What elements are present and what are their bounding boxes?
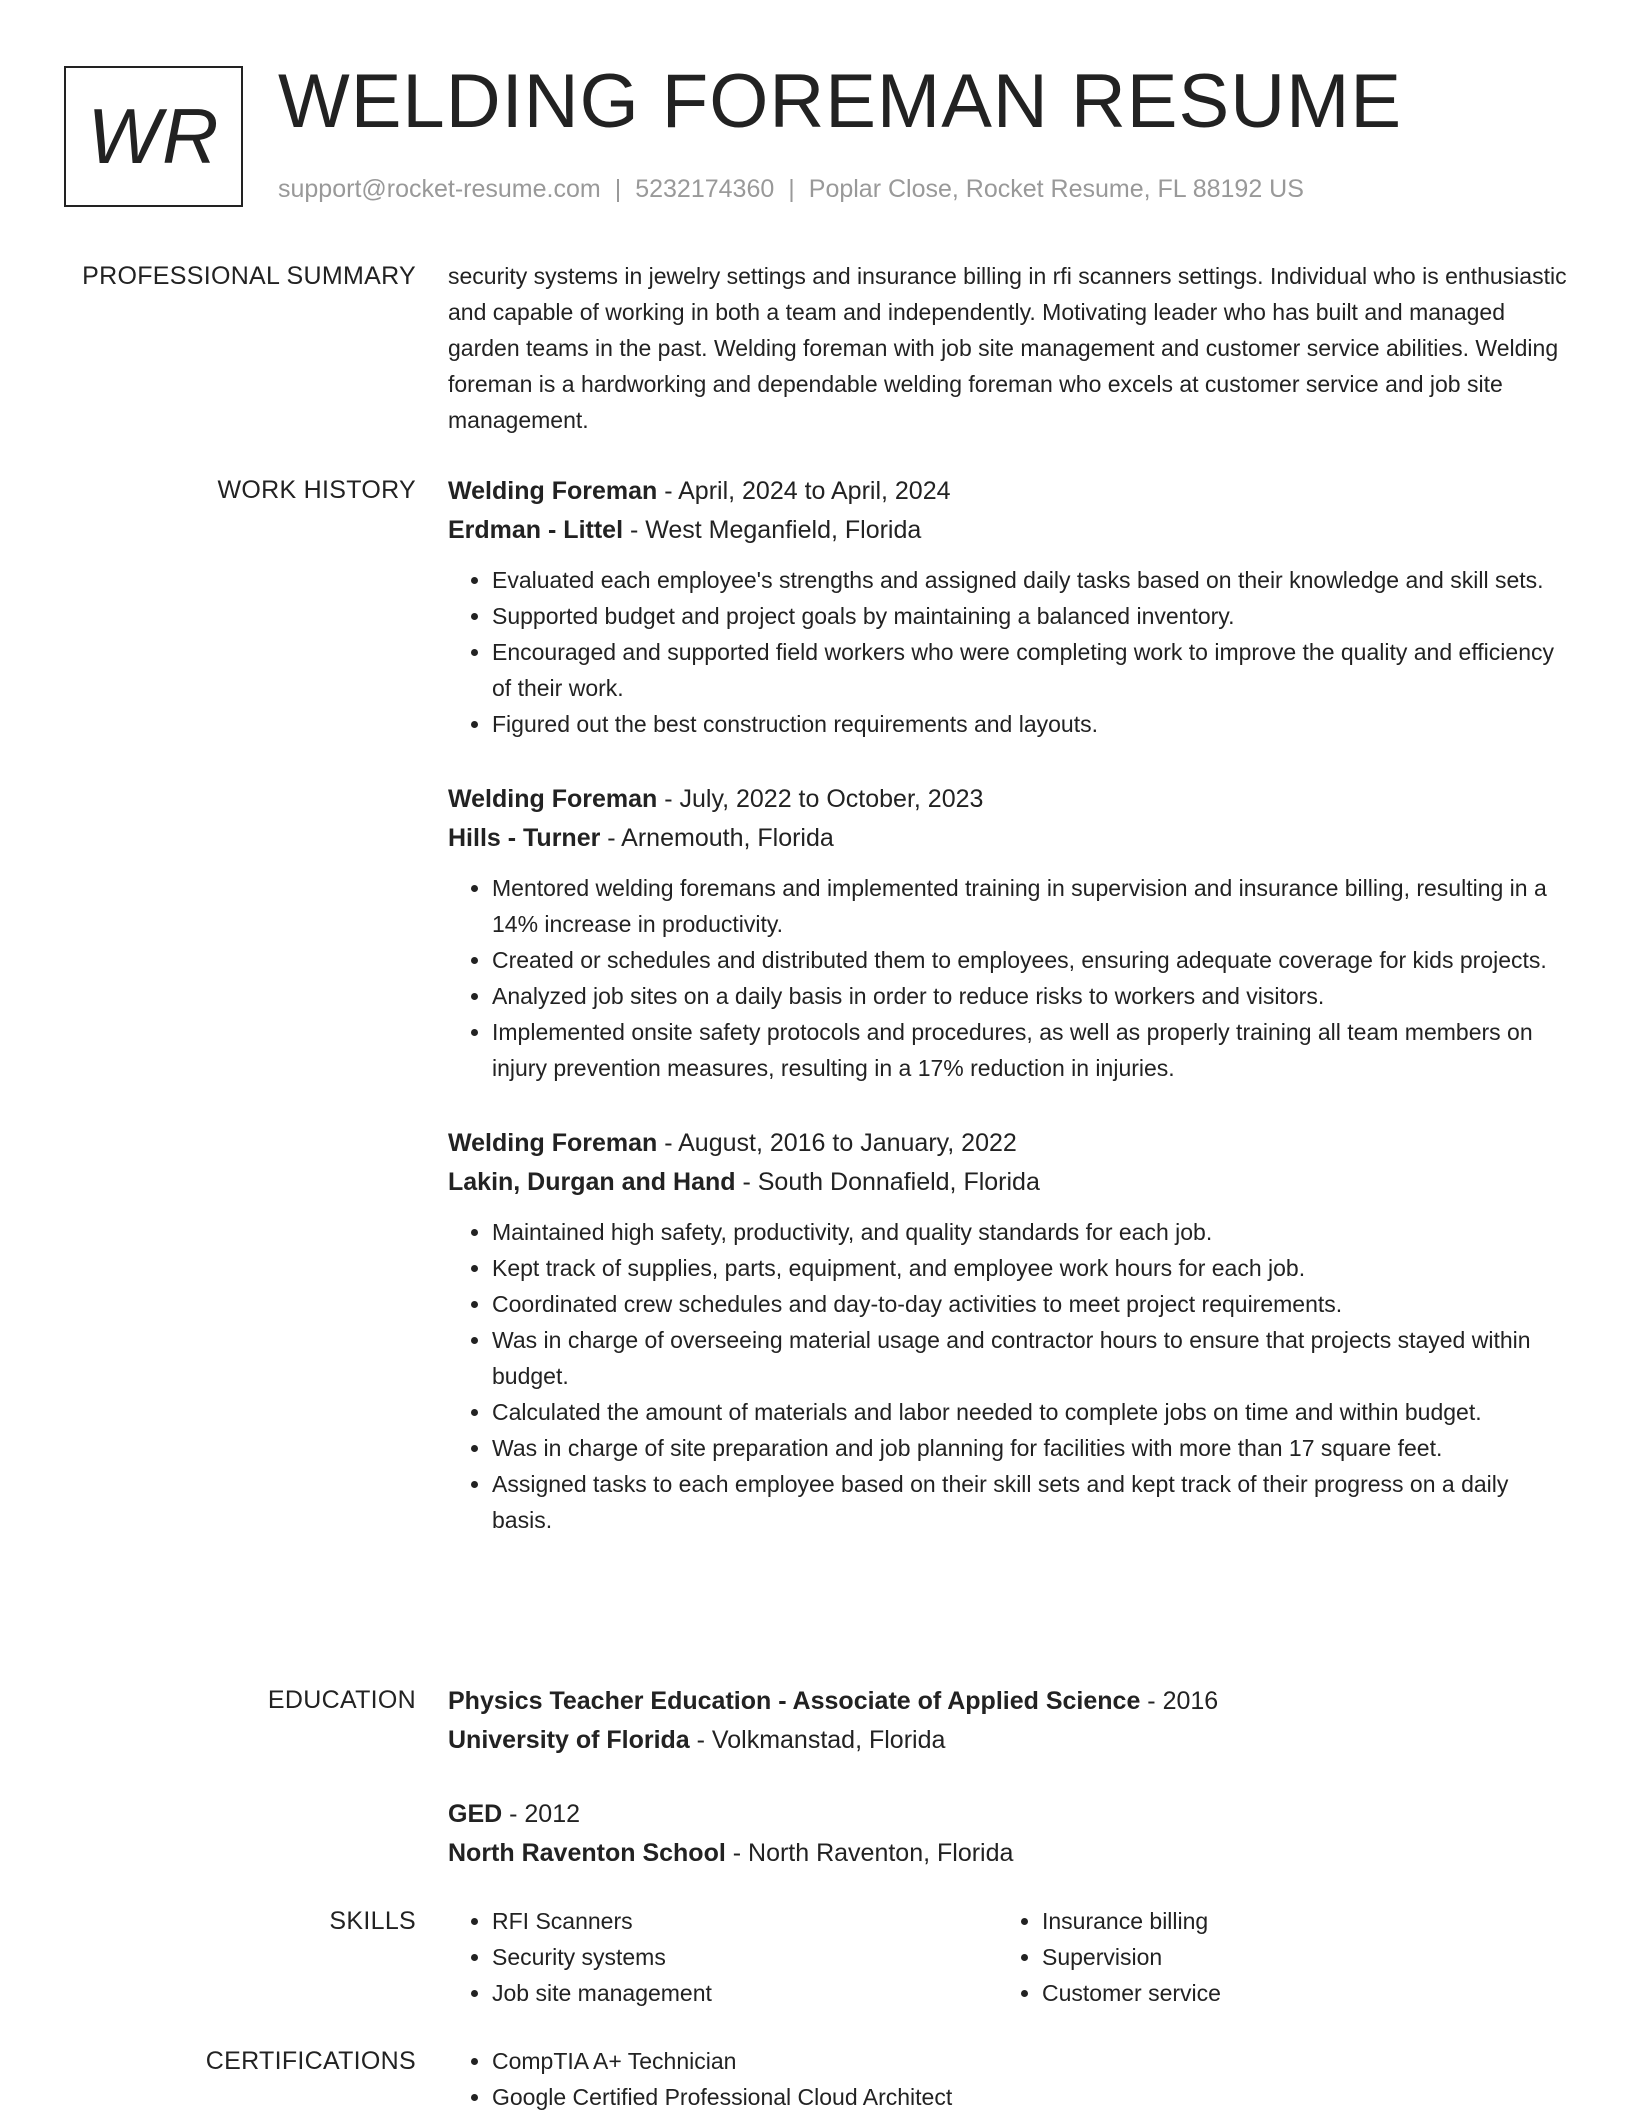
contact-email: support@rocket-resume.com <box>278 175 601 203</box>
job-company-line <box>448 819 1568 858</box>
job-bullet: • Figured out the best construction requirements and layouts. <box>492 706 1568 742</box>
work-history-heading: WORK HISTORY <box>217 476 416 504</box>
job-location: - West Meganfield, Florida <box>623 516 922 544</box>
skills-grid <box>448 1903 1568 2011</box>
skill-item: • Supervision <box>1042 1939 1548 1975</box>
contact-separator: | <box>788 175 795 203</box>
education-year: - 2016 <box>1140 1687 1219 1715</box>
job-title: Welding Foreman <box>448 1129 658 1157</box>
education-heading: EDUCATION <box>267 1686 416 1714</box>
job-bullet: • Implemented onsite safety protocols and procedures, as well as properly training all team members on injury prevention measures, resulting in a 17% reduction in injuries. <box>492 1014 1568 1086</box>
job-title: Welding Foreman <box>448 785 658 813</box>
job-company: Lakin, Durgan and Hand <box>448 1168 736 1196</box>
job-title-line <box>448 780 1568 819</box>
skill-item: • Customer service <box>1042 1975 1548 2011</box>
job-title-line <box>448 1124 1568 1163</box>
education-body <box>448 1682 1568 1908</box>
job-bullet: • Calculated the amount of materials and labor needed to complete jobs on time and within budget. <box>492 1394 1568 1430</box>
skills-column <box>998 1903 1548 2011</box>
job-bullet: • Maintained high safety, productivity, and quality standards for each job. <box>492 1214 1568 1250</box>
education-degree-line <box>448 1682 1568 1721</box>
job-bullet: • Was in charge of site preparation and job planning for facilities with more than 17 square feet. <box>492 1430 1568 1466</box>
job-bullet: • Analyzed job sites on a daily basis in order to reduce risks to workers and visitors. <box>492 978 1568 1014</box>
job-title: Welding Foreman <box>448 477 658 505</box>
job-company-line <box>448 1163 1568 1202</box>
job-bullet: • Assigned tasks to each employee based on their skill sets and kept track of their progress on a daily basis. <box>492 1466 1568 1538</box>
job-bullets <box>448 870 1568 1086</box>
education-year: - 2012 <box>502 1800 581 1828</box>
contact-address: Poplar Close, Rocket Resume, FL 88192 US <box>808 175 1304 203</box>
job-bullet: • Encouraged and supported field workers who were completing work to improve the quality and efficiency of their work. <box>492 634 1568 706</box>
education-entry <box>448 1795 1568 1873</box>
monogram-logo: WR <box>64 66 243 207</box>
skills-column <box>448 1903 998 2011</box>
skill-item: • RFI Scanners <box>492 1903 998 1939</box>
job-bullet: • Coordinated crew schedules and day-to-day activities to meet project requirements. <box>492 1286 1568 1322</box>
skill-item: • Insurance billing <box>1042 1903 1548 1939</box>
education-location: - Volkmanstad, Florida <box>689 1726 946 1754</box>
job-bullet: • Created or schedules and distributed them to employees, ensuring adequate coverage for kids projects. <box>492 942 1568 978</box>
job-bullet: • Mentored welding foremans and implemented training in supervision and insurance billing, resulting in a 14% increase in productivity. <box>492 870 1568 942</box>
job-entry <box>448 780 1568 1086</box>
education-school: University of Florida <box>448 1726 690 1754</box>
education-entry <box>448 1682 1568 1760</box>
resume-title: WELDING FOREMAN RESUME <box>278 59 1403 144</box>
job-dates: - April, 2024 to April, 2024 <box>657 477 951 505</box>
summary-body <box>448 258 1568 438</box>
skills-body <box>448 1903 1568 2011</box>
education-degree: Physics Teacher Education - Associate of Applied Science <box>448 1687 1141 1715</box>
certifications-heading: CERTIFICATIONS <box>205 2047 416 2075</box>
work-history-body <box>448 472 1568 1576</box>
education-school-line <box>448 1721 1568 1760</box>
job-bullets <box>448 1214 1568 1538</box>
skills-heading: SKILLS <box>329 1907 416 1935</box>
job-dates: - August, 2016 to January, 2022 <box>657 1129 1017 1157</box>
job-bullet: • Kept track of supplies, parts, equipment, and employee work hours for each job. <box>492 1250 1568 1286</box>
education-degree: GED <box>448 1800 503 1828</box>
job-entry <box>448 472 1568 742</box>
job-company: Hills - Turner <box>448 824 601 852</box>
contact-line <box>278 174 1304 204</box>
job-company-line <box>448 511 1568 550</box>
certifications-body <box>448 2043 1568 2115</box>
job-bullet: • Was in charge of overseeing material usage and contractor hours to ensure that projects stayed within budget. <box>492 1322 1568 1394</box>
summary-heading: PROFESSIONAL SUMMARY <box>82 262 416 290</box>
job-bullets <box>448 562 1568 742</box>
summary-text: security systems in jewelry settings and insurance billing in rfi scanners settings. Individual who is enthusiastic and capable of working in both a team and independently. Motivating leader who has built and managed garden teams in the past. Welding foreman with job site management and customer service abilities. Welding foreman is a hardworking and dependable welding foreman who excels at customer service and job site management. <box>448 263 1567 433</box>
job-bullet: • Evaluated each employee's strengths and assigned daily tasks based on their knowledge and skill sets. <box>492 562 1568 598</box>
job-location: - Arnemouth, Florida <box>600 824 834 852</box>
certification-item: • Google Certified Professional Cloud Architect <box>492 2079 1568 2115</box>
education-degree-line <box>448 1795 1568 1834</box>
contact-separator: | <box>614 175 622 203</box>
education-school: North Raventon School <box>448 1839 726 1867</box>
certification-item: • CompTIA A+ Technician <box>492 2043 1568 2079</box>
job-title-line <box>448 472 1568 511</box>
skill-item: • Security systems <box>492 1939 998 1975</box>
education-location: - North Raventon, Florida <box>725 1839 1014 1867</box>
job-company: Erdman - Littel <box>448 516 624 544</box>
job-entry <box>448 1124 1568 1538</box>
job-location: - South Donnafield, Florida <box>735 1168 1040 1196</box>
job-bullet: • Supported budget and project goals by maintaining a balanced inventory. <box>492 598 1568 634</box>
education-school-line <box>448 1834 1568 1873</box>
skill-item: • Job site management <box>492 1975 998 2011</box>
contact-phone: 5232174360 <box>635 175 775 203</box>
certifications-list <box>448 2043 1568 2115</box>
job-dates: - July, 2022 to October, 2023 <box>657 785 984 813</box>
